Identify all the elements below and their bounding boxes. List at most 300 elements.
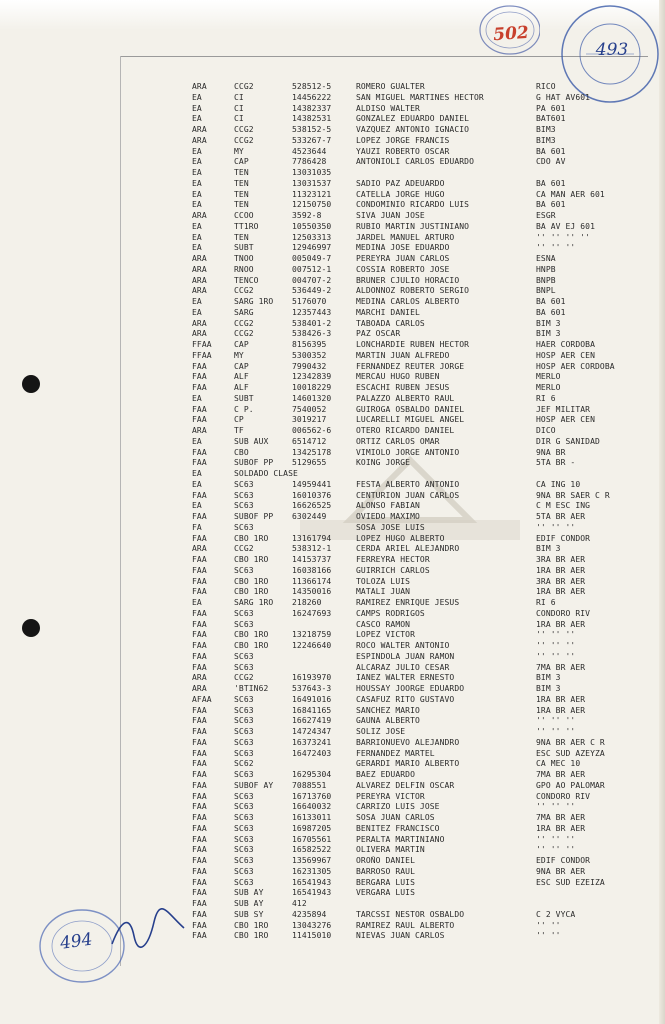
roster-force: FAA (192, 372, 207, 382)
roster-id: 16295304 (292, 770, 332, 779)
roster-row (192, 824, 652, 835)
roster-row (192, 630, 652, 641)
roster-name: BRUNER CJULIO HORACIO (356, 275, 460, 285)
roster-rank: TEN (234, 189, 249, 199)
roster-unit: CONDORO RIV (536, 791, 591, 801)
roster-force: FAA (192, 533, 207, 543)
roster-force: FAA (192, 587, 207, 597)
roster-row (192, 921, 652, 932)
roster-rank: SUB AY (234, 899, 264, 908)
roster-id: 004707-2 (292, 275, 332, 285)
roster-name: GAUNA ALBERTO (356, 716, 420, 726)
roster-rank: SC63 (234, 522, 254, 532)
roster-unit: '' '' (536, 931, 561, 941)
roster-row (192, 888, 652, 899)
roster-rank: CBO 1RO (234, 533, 269, 543)
roster-row (192, 491, 652, 502)
roster-name: CASAFUZ RITO GUSTAVO (356, 694, 455, 704)
roster-force: EA (192, 189, 202, 199)
roster-rank: SC63 (234, 501, 254, 511)
roster-unit: '' '' '' '' (536, 232, 591, 242)
roster-force: AFAA (192, 694, 212, 704)
roster-rank: CBO 1RO (234, 931, 269, 941)
roster-id: 5300352 (292, 350, 327, 360)
roster-unit: 1RA BR AER (536, 619, 586, 629)
roster-force: ARA (192, 318, 207, 328)
roster-rank: SOLDADO CLASE (234, 469, 298, 478)
roster-id: 12342839 (292, 372, 332, 382)
roster-unit: PA 601 (536, 103, 566, 113)
roster-rank: ALF (234, 372, 249, 382)
roster-id: 11415010 (292, 931, 332, 941)
roster-unit: BNPB (536, 275, 556, 285)
roster-name: PALAZZO ALBERTO RAUL (356, 393, 455, 403)
roster-rank: SC63 (234, 845, 254, 855)
roster-row (192, 813, 652, 824)
roster-unit: DIR G SANIDAD (536, 436, 600, 446)
roster-id: 16841165 (292, 705, 332, 715)
roster-row (192, 448, 652, 459)
roster-force: EA (192, 243, 202, 253)
roster-rank: SC63 (234, 694, 254, 704)
roster-row (192, 845, 652, 856)
roster-name: RUBIO MARTIN JUSTINIANO (356, 221, 470, 231)
roster-name: GUIROGA OSBALDO DANIEL (356, 404, 465, 414)
roster-unit: MERLO (536, 372, 561, 382)
roster-id: 13161794 (292, 533, 332, 543)
roster-unit: DICO (536, 426, 556, 435)
roster-rank: SUBT (234, 243, 254, 253)
roster-name: HOUSSAY JOORGE EDUARDO (356, 684, 465, 693)
roster-unit: EDIF CONDOR (536, 856, 591, 865)
roster-name: BERGARA LUIS (356, 877, 415, 887)
roster-force: FAA (192, 641, 207, 650)
roster-id: 5129655 (292, 458, 327, 468)
roster-rank: 'BTIN62 (234, 684, 269, 693)
roster-rank: RNOO (234, 264, 254, 274)
roster-id: 16987205 (292, 823, 332, 833)
roster-name: OVIEDO MAXIMO (356, 512, 420, 521)
roster-id: 3592-8 (292, 211, 322, 220)
roster-name: TARCSSI NESTOR OSBALDO (356, 909, 465, 919)
roster-rank: C P. (234, 404, 254, 414)
roster-name: MARCHI DANIEL (356, 307, 420, 317)
roster-name: CASCO RAMON (356, 619, 411, 629)
roster-force: EA (192, 114, 202, 124)
roster-force: FAA (192, 619, 207, 629)
roster-unit: '' '' '' (536, 834, 576, 844)
roster-name: CONDOMINIO RICARDO LUIS (356, 200, 470, 210)
roster-force: ARA (192, 275, 207, 285)
roster-row (192, 577, 652, 588)
roster-rank: SC63 (234, 662, 254, 672)
roster-rank: CCG2 (234, 329, 254, 339)
roster-name: PAZ OSCAR (356, 329, 401, 339)
roster-unit: BIM 3 (536, 673, 561, 683)
roster-rank: SC63 (234, 737, 254, 747)
roster-unit: 1RA BR AER (536, 587, 586, 597)
roster-name: GUIRRICH CARLOS (356, 565, 430, 575)
roster-row (192, 835, 652, 846)
roster-id: 16247693 (292, 608, 332, 618)
roster-row (192, 749, 652, 760)
roster-row (192, 104, 652, 115)
roster-force: FAA (192, 748, 207, 758)
roster-force: FAA (192, 458, 207, 468)
roster-unit: GPO AO PALOMAR (536, 780, 605, 790)
roster-row (192, 265, 652, 276)
roster-force: EA (192, 146, 202, 156)
roster-id: 16705561 (292, 834, 332, 844)
roster-force: ARA (192, 264, 207, 274)
roster-row (192, 620, 652, 631)
roster-rank: CCG2 (234, 82, 254, 91)
folio-number: 493 (595, 40, 629, 60)
roster-id: 16627419 (292, 716, 332, 726)
roster-force: FFAA (192, 340, 212, 349)
roster-unit: 1RA BR AER (536, 823, 586, 833)
roster-unit: BIM3 (536, 135, 556, 145)
roster-row (192, 286, 652, 297)
roster-force: ARA (192, 211, 207, 220)
roster-name: PERALTA MARTINIANO (356, 834, 445, 844)
folio-handwritten: 502 (492, 22, 530, 46)
roster-id: 538152-5 (292, 125, 332, 134)
roster-id: 10550350 (292, 221, 332, 231)
roster-name: LUCARELLI MIGUEL ANGEL (356, 415, 465, 425)
roster-unit: BIM3 (536, 125, 556, 134)
roster-row (192, 125, 652, 136)
roster-force: FAA (192, 845, 207, 855)
roster-unit: HOSP AER CORDOBA (536, 361, 615, 371)
roster-row (192, 706, 652, 717)
roster-rank: SC63 (234, 608, 254, 618)
roster-id: 13031537 (292, 178, 332, 188)
roster-id: 4235894 (292, 909, 327, 919)
roster-unit: CA MAN AER 601 (536, 189, 605, 199)
roster-unit: BA AV EJ 601 (536, 221, 595, 231)
roster-id: 16626525 (292, 501, 332, 511)
roster-force: EA (192, 92, 202, 102)
roster-name: SANCHEZ MARIO (356, 705, 420, 715)
roster-force: ARA (192, 426, 207, 435)
roster-rank: CAP (234, 157, 249, 167)
roster-unit: 5TA BR AER (536, 512, 586, 521)
roster-rank: SC63 (234, 565, 254, 575)
roster-force: EA (192, 297, 202, 306)
roster-row (192, 394, 652, 405)
roster-force: FAA (192, 716, 207, 726)
roster-id: 12150750 (292, 200, 332, 210)
roster-force: EA (192, 307, 202, 317)
roster-name: RAMIREZ ENRIQUE JESUS (356, 598, 460, 607)
roster-name: LONCHARDIE RUBEN HECTOR (356, 340, 470, 349)
roster-id: 14350016 (292, 587, 332, 597)
roster-id: 16193970 (292, 673, 332, 683)
roster-unit: 9NA BR SAER C R (536, 490, 610, 500)
roster-name: SOLIZ JOSE (356, 727, 406, 736)
roster-force: FAA (192, 383, 207, 392)
roster-id: 14456222 (292, 92, 332, 102)
roster-unit: '' '' '' (536, 727, 576, 736)
roster-unit: 3RA BR AER (536, 576, 586, 586)
roster-id: 537643-3 (292, 684, 332, 693)
roster-force: FAA (192, 759, 207, 769)
roster-rank: SC63 (234, 479, 254, 489)
roster-name: ALCARAZ JULIO CESAR (356, 662, 450, 672)
roster-rank: SUBOF PP (234, 458, 274, 468)
roster-id: 538401-2 (292, 318, 332, 328)
roster-id: 13425178 (292, 447, 332, 457)
roster-unit: BIM 3 (536, 544, 561, 554)
roster-force: ARA (192, 254, 207, 263)
roster-force: FAA (192, 705, 207, 715)
roster-force: FAA (192, 780, 207, 790)
roster-rank: SUB SY (234, 909, 264, 919)
roster-unit: C M ESC ING (536, 501, 591, 511)
roster-unit: CONDORO RIV (536, 608, 591, 618)
roster-row (192, 114, 652, 125)
roster-force: FAA (192, 877, 207, 887)
roster-name: ALDONNOZ ROBERTO SERGIO (356, 286, 470, 296)
roster-force: FAA (192, 899, 207, 908)
roster-force: EA (192, 200, 202, 210)
roster-id: 005049-7 (292, 254, 332, 263)
roster-force: FAA (192, 770, 207, 779)
roster-id: 16713760 (292, 791, 332, 801)
roster-row (192, 458, 652, 469)
roster-row (192, 663, 652, 674)
roster-rank: SARG 1RO (234, 598, 274, 607)
roster-unit: 1RA BR AER (536, 705, 586, 715)
punch-hole-icon (22, 619, 40, 637)
roster-name: OROÑO DANIEL (356, 856, 415, 865)
roster-id: 533267-7 (292, 135, 332, 145)
roster-force: FAA (192, 813, 207, 822)
roster-id: 7990432 (292, 361, 327, 371)
roster-unit: BA 601 (536, 297, 566, 306)
roster-name: SOSA JOSE LUIS (356, 522, 425, 532)
roster-row (192, 437, 652, 448)
roster-name: LOPEZ JORGE FRANCIS (356, 135, 450, 145)
roster-row (192, 501, 652, 512)
roster-name: FERNANDEZ MARTEL (356, 748, 435, 758)
roster-force: FAA (192, 823, 207, 833)
roster-unit: '' '' '' (536, 522, 576, 532)
roster-row (192, 738, 652, 749)
roster-unit: 9NA BR AER (536, 866, 586, 876)
roster-rank: SC63 (234, 791, 254, 801)
roster-rank: CBO 1RO (234, 587, 269, 597)
roster-name: FERREYRA HECTOR (356, 555, 430, 564)
roster-unit: ESNA (536, 254, 556, 263)
roster-unit: EDIF CONDOR (536, 533, 591, 543)
roster-unit: BIM 3 (536, 684, 561, 693)
roster-id: 11366174 (292, 576, 332, 586)
roster-row (192, 910, 652, 921)
roster-unit: ESGR (536, 211, 556, 220)
roster-unit: '' '' '' (536, 651, 576, 661)
roster-force: ARA (192, 673, 207, 683)
roster-rank: TEN (234, 232, 249, 242)
roster-name: RAMIREZ RAUL ALBERTO (356, 920, 455, 930)
roster-row (192, 684, 652, 695)
roster-unit: C 2 VYCA (536, 909, 576, 919)
roster-unit: 3RA BR AER (536, 555, 586, 564)
roster-rank: SC63 (234, 834, 254, 844)
roster-unit: 1RA BR AER (536, 694, 586, 704)
roster-row (192, 652, 652, 663)
roster-name: PEREYRA JUAN CARLOS (356, 254, 450, 263)
roster-row (192, 792, 652, 803)
roster-rank: CBO 1RO (234, 641, 269, 650)
roster-unit: ESC SUD EZEIZA (536, 877, 605, 887)
roster-rank: MY (234, 350, 244, 360)
roster-rank: CCOO (234, 211, 254, 220)
roster-id: 4523644 (292, 146, 327, 156)
roster-row (192, 878, 652, 889)
roster-row (192, 233, 652, 244)
roster-name: ALONSO FABIAN (356, 501, 420, 511)
roster-rank: TT1RO (234, 221, 259, 231)
roster-unit: CDO AV (536, 157, 566, 167)
roster-rank: CCG2 (234, 135, 254, 145)
roster-name: SAN MIGUEL MARTINES HECTOR (356, 92, 484, 102)
roster-name: MARTIN JUAN ALFREDO (356, 350, 450, 360)
roster-row (192, 544, 652, 555)
roster-rank: TF (234, 426, 244, 435)
roster-force: ARA (192, 544, 207, 554)
roster-force: FAA (192, 737, 207, 747)
roster-rank: SC63 (234, 748, 254, 758)
roster-force: ARA (192, 135, 207, 145)
roster-force: FAA (192, 608, 207, 618)
roster-row (192, 147, 652, 158)
roster-rank: CCG2 (234, 544, 254, 554)
roster-force: EA (192, 178, 202, 188)
roster-id: 528512-5 (292, 82, 332, 91)
roster-force: EA (192, 103, 202, 113)
roster-rank: SUBOF AY (234, 780, 274, 790)
roster-id: 13569967 (292, 856, 332, 865)
page-right-edge (659, 0, 665, 1024)
roster-id: 16133011 (292, 813, 332, 822)
roster-force: ARA (192, 329, 207, 339)
roster-id: 16472403 (292, 748, 332, 758)
roster-row (192, 157, 652, 168)
roster-force: EA (192, 469, 202, 478)
roster-rank: CBO 1RO (234, 920, 269, 930)
roster-unit: CA ING 10 (536, 479, 581, 489)
roster-name: MEDINA CARLOS ALBERTO (356, 297, 460, 306)
roster-rank: SARG 1RO (234, 297, 274, 306)
roster-row (192, 243, 652, 254)
roster-name: BENITEZ FRANCISCO (356, 823, 440, 833)
punch-hole-icon (22, 375, 40, 393)
roster-id: 14959441 (292, 479, 332, 489)
roster-row (192, 480, 652, 491)
roster-name: FESTA ALBERTO ANTONIO (356, 479, 460, 489)
roster-unit: '' '' (536, 920, 561, 930)
roster-id: 16373241 (292, 737, 332, 747)
roster-id: 6302449 (292, 512, 327, 521)
roster-force: FAA (192, 834, 207, 844)
roster-row (192, 555, 652, 566)
roster-force: EA (192, 157, 202, 167)
roster-rank: SC63 (234, 823, 254, 833)
roster-unit: BIM 3 (536, 318, 561, 328)
roster-unit: HOSP AER CEN (536, 415, 595, 425)
roster-row (192, 867, 652, 878)
roster-name: ROMERO GUALTER (356, 82, 425, 91)
roster-row (192, 362, 652, 373)
roster-rank: SC63 (234, 770, 254, 779)
roster-force: ARA (192, 684, 207, 693)
roster-name: CAMPS RODRIGOS (356, 608, 425, 618)
roster-name: GONZALEZ EDUARDO DANIEL (356, 114, 470, 124)
roster-id: 006562-6 (292, 426, 332, 435)
roster-id: 16541943 (292, 877, 332, 887)
roster-force: EA (192, 479, 202, 489)
roster-unit: 5TA BR - (536, 458, 576, 468)
roster-row (192, 340, 652, 351)
roster-row (192, 179, 652, 190)
roster-name: CARRIZO LUIS JOSE (356, 802, 440, 812)
roster-row (192, 254, 652, 265)
roster-rank: CCG2 (234, 286, 254, 296)
roster-id: 16640032 (292, 802, 332, 812)
roster-name: GERARDI MARIO ALBERTO (356, 759, 460, 769)
roster-name: LOPEZ HUGO ALBERTO (356, 533, 445, 543)
roster-id: 16582522 (292, 845, 332, 855)
roster-force: FA (192, 522, 202, 532)
roster-id: 12357443 (292, 307, 332, 317)
roster-force: EA (192, 221, 202, 231)
roster-unit: 7MA BR AER (536, 662, 586, 672)
roster-name: ANTONIOLI CARLOS EDUARDO (356, 157, 474, 167)
roster-name: VIMIOLO JORGE ANTONIO (356, 447, 460, 457)
roster-rank: SC63 (234, 490, 254, 500)
roster-id: 13031035 (292, 168, 332, 177)
roster-rank: CBO 1RO (234, 630, 269, 640)
roster-id: 14382531 (292, 114, 332, 124)
roster-unit: 9NA BR (536, 447, 566, 457)
roster-rank: CAP (234, 361, 249, 371)
roster-force: FFAA (192, 350, 212, 360)
roster-row (192, 609, 652, 620)
roster-row (192, 136, 652, 147)
roster-rank: CAP (234, 340, 249, 349)
roster-rank: SC62 (234, 759, 254, 769)
roster-row (192, 512, 652, 523)
roster-force: FAA (192, 490, 207, 500)
roster-rank: TEN (234, 200, 249, 210)
roster-row (192, 770, 652, 781)
roster-unit: '' '' '' (536, 630, 576, 640)
roster-row (192, 598, 652, 609)
roster-id: 7786428 (292, 157, 327, 167)
roster-row (192, 716, 652, 727)
roster-row (192, 276, 652, 287)
roster-rank: CBO 1RO (234, 555, 269, 564)
roster-name: LOPEZ VICTOR (356, 630, 415, 640)
roster-id: 14382337 (292, 103, 332, 113)
roster-force: FAA (192, 802, 207, 812)
roster-unit: 1RA BR AER (536, 565, 586, 575)
roster-id: 16231305 (292, 866, 332, 876)
roster-rank: SC63 (234, 705, 254, 715)
roster-force: FAA (192, 447, 207, 457)
